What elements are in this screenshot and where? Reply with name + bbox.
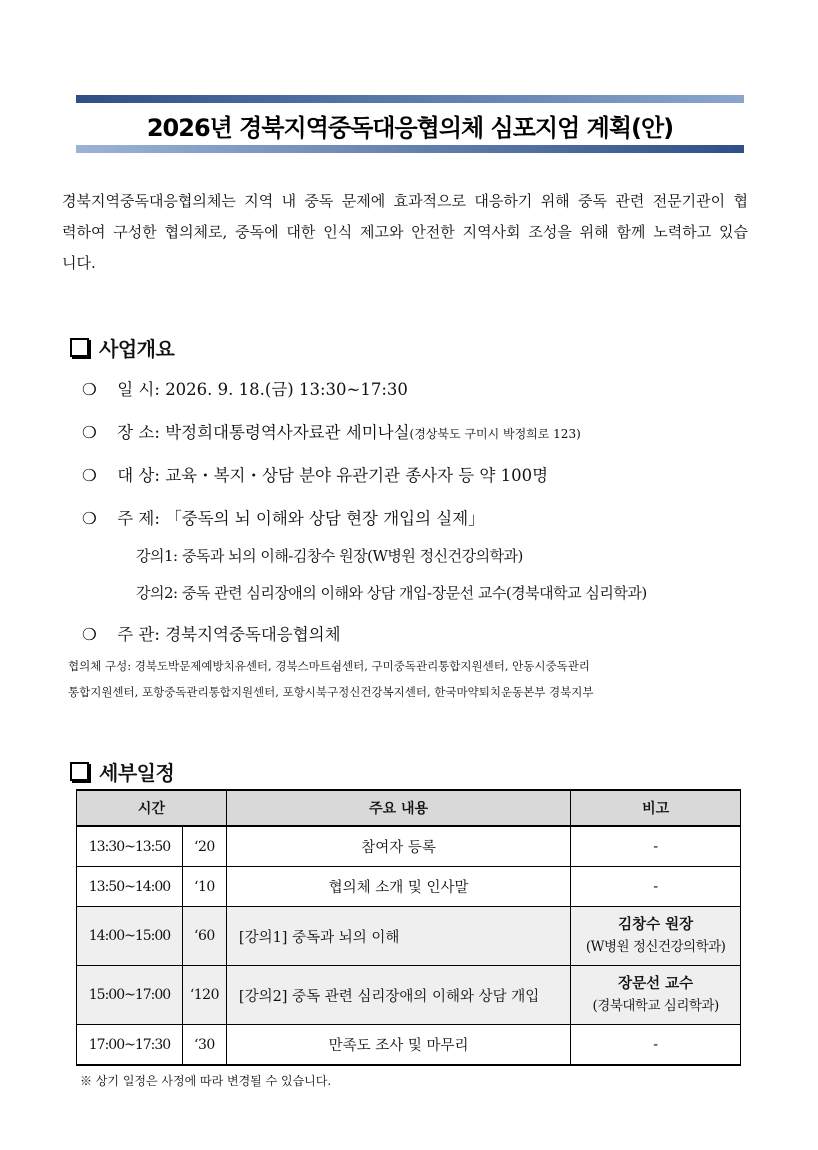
row-time: 13:50~14:00 (77, 867, 183, 907)
overview-item-value: 2026. 9. 18.(금) 13:30~17:30 (165, 380, 408, 399)
row-time: 15:00~17:00 (77, 966, 183, 1025)
table-row (77, 826, 741, 867)
row-duration: ‘60 (182, 907, 226, 966)
row-time: 14:00~15:00 (77, 907, 183, 966)
overview-item-value: 교육・복지・상담 분야 유관기관 종사자 등 약 100명 (165, 466, 549, 485)
row-content: 협의체 소개 및 인사말 (226, 867, 570, 907)
overview-item-value: 「중독의 뇌 이해와 상담 현장 개입의 실제」 (165, 509, 485, 528)
row-note (571, 966, 741, 1025)
row-duration: ‘10 (182, 867, 226, 907)
overview-item-label: 대 상: (117, 466, 160, 485)
checkbox-square-icon (70, 338, 89, 357)
speaker-affiliation: (W병원 정신건강의학과) (585, 939, 726, 955)
checkbox-square-icon (70, 762, 89, 781)
overview-item-target (82, 462, 548, 486)
overview-item-label: 주 제: (117, 509, 160, 528)
row-note: - (571, 1025, 741, 1066)
overview-item-value: 박정희대통령역사자료관 세미나실 (165, 423, 410, 442)
overview-item-label: 주 관: (117, 625, 160, 644)
header-time: 시간 (77, 790, 227, 826)
circle-bullet-icon: ❍ (82, 625, 97, 644)
lecture-2: 강의2: 중독 관련 심리장애의 이해와 상담 개입-장문선 교수(경북대학교 심리학과) (136, 584, 647, 602)
row-note: - (571, 867, 741, 907)
circle-bullet-icon: ❍ (82, 380, 97, 399)
council-members (68, 653, 758, 705)
circle-bullet-icon: ❍ (82, 423, 97, 442)
overview-item-organizer (82, 621, 341, 645)
title-top-band (76, 95, 744, 103)
schedule-footnote: ※ 상기 일정은 사정에 따라 변경될 수 있습니다. (80, 1074, 332, 1088)
overview-item-date (82, 376, 408, 400)
header-note: 비고 (571, 790, 741, 826)
overview-item-address: (경상북도 구미시 박정희로 123) (409, 427, 581, 441)
overview-item-label: 장 소: (117, 423, 160, 442)
row-note: - (571, 826, 741, 867)
table-header-row (77, 790, 741, 826)
section-heading-schedule (70, 757, 174, 786)
overview-item-topic (82, 505, 485, 529)
title-bottom-band (76, 145, 744, 153)
speaker-name: 장문선 교수 (618, 976, 694, 992)
row-time: 17:00~17:30 (77, 1025, 183, 1066)
speaker-affiliation: (경북대학교 심리학과) (592, 998, 719, 1014)
row-content: 참여자 등록 (226, 826, 570, 867)
row-content: 만족도 조사 및 마무리 (226, 1025, 570, 1066)
row-content: [강의1] 중독과 뇌의 이해 (226, 907, 570, 966)
table-row (77, 867, 741, 907)
row-time: 13:30~13:50 (77, 826, 183, 867)
council-members-line: 협의체 구성: 경북도박문제예방치유센터, 경북스마트쉼센터, 구미중독관리통합지원센터, 안동시중독관리 (68, 659, 590, 673)
row-duration: ‘30 (182, 1025, 226, 1066)
section-heading-schedule-text: 세부일정 (99, 761, 175, 785)
circle-bullet-icon: ❍ (82, 509, 97, 528)
table-row (77, 966, 741, 1025)
section-heading-overview-text: 사업개요 (99, 337, 175, 361)
page-title: 2026년 경북지역중독대응협의체 심포지엄 계획(안) (146, 114, 674, 142)
row-duration: ‘20 (182, 826, 226, 867)
lecture-1: 강의1: 중독과 뇌의 이해-김창수 원장(W병원 정신건강의학과) (136, 547, 523, 565)
speaker-name: 김창수 원장 (618, 917, 694, 933)
overview-item-venue (82, 419, 581, 443)
overview-item-value: 경북지역중독대응협의체 (165, 625, 341, 644)
header-content: 주요 내용 (226, 790, 570, 826)
row-note (571, 907, 741, 966)
row-content: [강의2] 중독 관련 심리장애의 이해와 상담 개입 (226, 966, 570, 1025)
schedule-table (76, 789, 741, 1066)
row-duration: ‘120 (182, 966, 226, 1025)
table-row (77, 907, 741, 966)
council-members-line: 통합지원센터, 포항중독관리통합지원센터, 포항시북구정신건강복지센터, 한국마약퇴치운동본부 경북지부 (68, 685, 594, 699)
section-heading-overview (70, 333, 174, 362)
table-row (77, 1025, 741, 1066)
overview-item-label: 일 시: (117, 380, 160, 399)
circle-bullet-icon: ❍ (82, 466, 97, 485)
intro-paragraph: 경북지역중독대응협의체는 지역 내 중독 문제에 효과적으로 대응하기 위해 중독 관련 전문기관이 협력하여 구성한 협의체로, 중독에 대한 인식 제고와 안전한 지역사회 조성을 위해 함께 노력하고 있습니다. (62, 192, 748, 272)
